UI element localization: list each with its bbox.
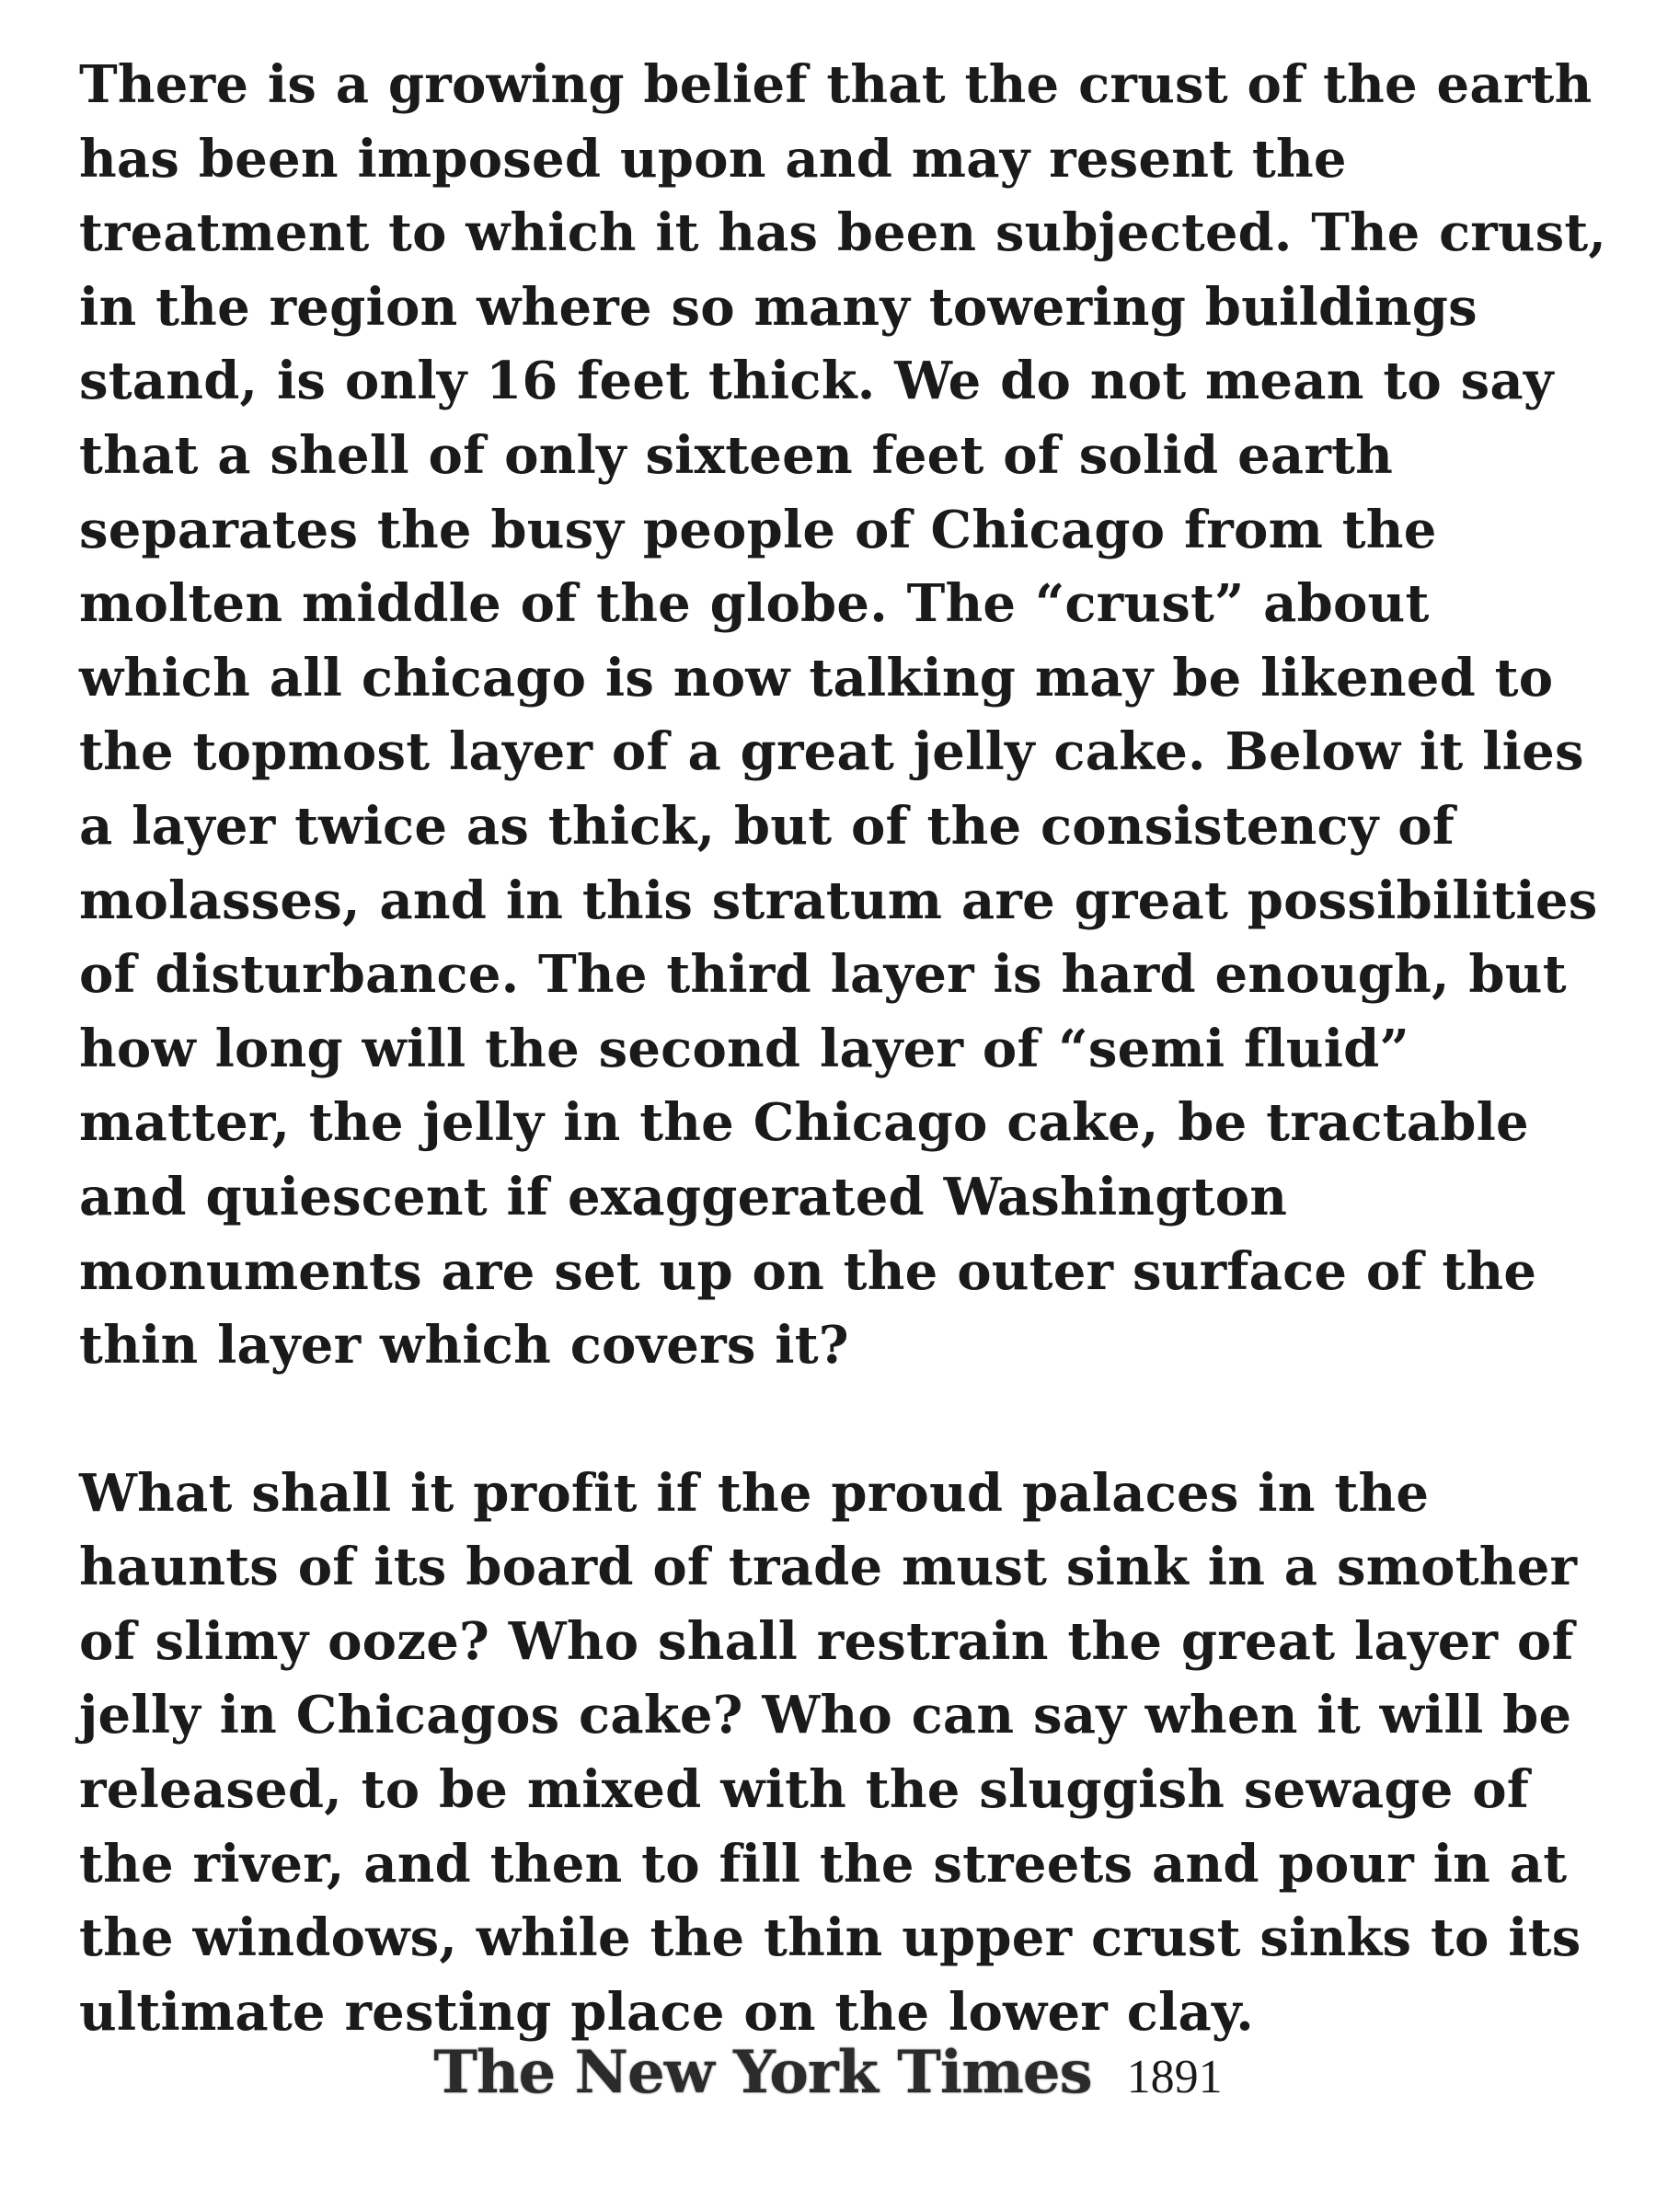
text-line: molten middle of the globe. The “crust” about: [79, 573, 1430, 635]
text-line: the topmost layer of a great jelly cake. Below it lies: [79, 721, 1584, 783]
text-line: separates the busy people of Chicago from the: [79, 499, 1437, 560]
text-line: and quiescent if exaggerated Washington: [79, 1166, 1288, 1227]
paragraph-spacer: [79, 1383, 1606, 1457]
text-line: the windows, while the thin upper crust sinks to its: [79, 1907, 1581, 1969]
text-line: matter, the jelly in the Chicago cake, be tractable: [79, 1092, 1529, 1154]
text-line: in the region where so many towering buildings: [79, 276, 1478, 338]
text-line: of slimy ooze? Who shall restrain the great layer of: [79, 1610, 1574, 1672]
text-line: of disturbance. The third layer is hard enough, but: [79, 944, 1567, 1006]
text-line: What shall it profit if the proud palaces in the: [79, 1462, 1430, 1524]
source-attribution: [0, 2038, 1656, 2107]
text-line: ultimate resting place on the lower clay.: [79, 1981, 1254, 2043]
text-line: that a shell of only sixteen feet of solid earth: [79, 424, 1394, 486]
text-line: how long will the second layer of “semi fluid”: [79, 1018, 1409, 1079]
text-line: stand, is only 16 feet thick. We do not mean to say: [79, 351, 1554, 412]
text-line: thin layer which covers it?: [79, 1315, 849, 1377]
publication-year: 1891: [1126, 2051, 1223, 2103]
text-line: released, to be mixed with the sluggish sewage of: [79, 1759, 1530, 1821]
text-line: the river, and then to fill the streets and pour in at: [79, 1833, 1568, 1895]
paragraph-2: [79, 1457, 1606, 2050]
article-body: [79, 48, 1606, 2049]
text-line: which all chicago is now talking may be likened to: [79, 647, 1554, 709]
paragraph-1: [79, 48, 1606, 1383]
text-line: There is a growing belief that the crust of the earth: [79, 54, 1593, 115]
text-line: jelly in Chicagos cake? Who can say when it will be: [79, 1685, 1572, 1746]
text-line: a layer twice as thick, but of the consistency of: [79, 795, 1455, 857]
text-line: haunts of its board of trade must sink in a smother: [79, 1537, 1578, 1598]
text-line: treatment to which it has been subjected. The crust,: [79, 202, 1606, 264]
text-line: monuments are set up on the outer surface of the: [79, 1240, 1537, 1302]
text-line: molasses, and in this stratum are great possibilities: [79, 870, 1598, 931]
newspaper-masthead-logo: The New York Times: [433, 2038, 1092, 2107]
text-line: has been imposed upon and may resent the: [79, 128, 1347, 190]
